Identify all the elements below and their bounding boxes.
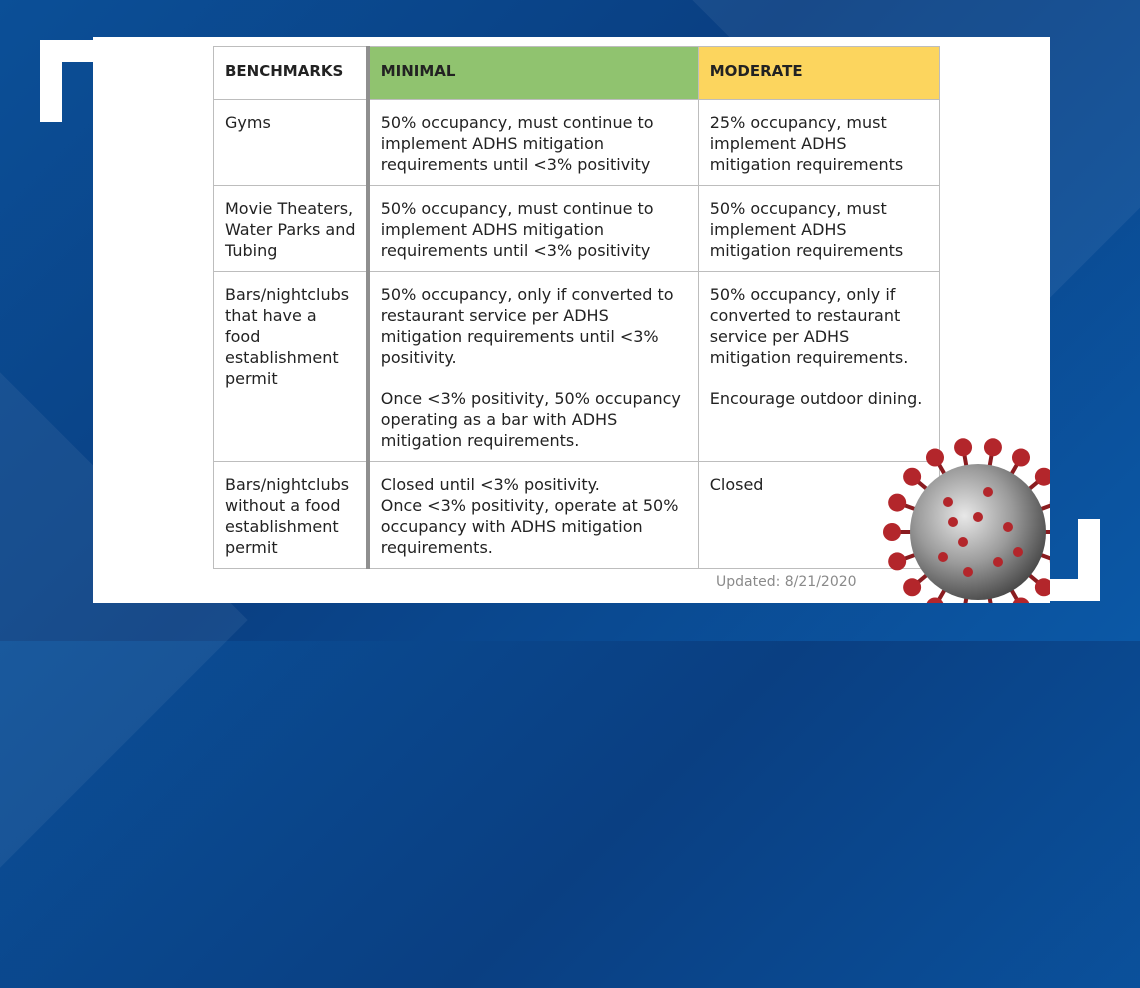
virus-spike-head [883,523,901,541]
virus-spike-head [903,468,921,486]
coronavirus-icon [868,422,1050,603]
header-minimal: MINIMAL [368,47,699,100]
benchmark-cell [214,186,368,272]
virus-surface-dot [1003,522,1013,532]
minimal-text: 50% occupancy, must continue to implement ADHS mitigation requirements until <3% positivity [381,112,688,175]
virus-surface-dot [973,512,983,522]
virus-surface-dot [983,487,993,497]
benchmark-cell [214,272,368,462]
document-card [93,37,1050,603]
minimal-text: 50% occupancy, must continue to implement ADHS mitigation requirements until <3% positivity [381,198,688,261]
virus-surface-dot [1013,547,1023,557]
table-row [214,462,940,569]
minimal-text: Closed until <3% positivity. Once <3% positivity, operate at 50% occupancy with ADHS mitigation requirements. [381,474,688,558]
virus-spike-head [926,449,944,467]
table-row [214,100,940,186]
minimal-cell [368,462,699,569]
benchmark-cell [214,100,368,186]
virus-spike-head [888,552,906,570]
table-row [214,186,940,272]
moderate-text: 25% occupancy, must implement ADHS mitigation requirements [710,112,929,175]
virus-spike-head [984,438,1002,456]
header-moderate: MODERATE [698,47,939,100]
virus-surface-dot [943,497,953,507]
virus-surface-dot [948,517,958,527]
header-benchmarks: BENCHMARKS [214,47,368,100]
virus-spike-head [903,578,921,596]
table-row [214,272,940,462]
virus-surface-dot [963,567,973,577]
minimal-text-secondary: Once <3% positivity, 50% occupancy operating as a bar with ADHS mitigation requirements. [381,388,688,451]
benchmark-label: Movie Theaters, Water Parks and Tubing [225,198,356,261]
minimal-cell [368,272,699,462]
moderate-text: Closed [710,474,929,495]
virus-spike-head [954,438,972,456]
moderate-cell [698,100,939,186]
virus-spike-head [888,494,906,512]
moderate-text: 50% occupancy, must implement ADHS mitigation requirements [710,198,929,261]
moderate-cell [698,186,939,272]
benchmark-label: Bars/nightclubs that have a food establishment permit [225,284,356,389]
virus-surface-dot [938,552,948,562]
benchmark-cell [214,462,368,569]
minimal-cell [368,100,699,186]
table-header-row [214,47,940,100]
minimal-cell [368,186,699,272]
virus-spike-head [1012,449,1030,467]
updated-date: Updated: 8/21/2020 [716,574,857,590]
moderate-text: 50% occupancy, only if converted to restaurant service per ADHS mitigation requirements. [710,284,929,368]
minimal-text: 50% occupancy, only if converted to restaurant service per ADHS mitigation requirements until <3% positivity. [381,284,688,368]
benchmark-label: Bars/nightclubs without a food establishment permit [225,474,356,558]
benchmarks-table [213,46,940,569]
virus-surface-dot [958,537,968,547]
virus-surface-dot [993,557,1003,567]
benchmark-label: Gyms [225,112,356,133]
moderate-text-secondary: Encourage outdoor dining. [710,388,929,409]
